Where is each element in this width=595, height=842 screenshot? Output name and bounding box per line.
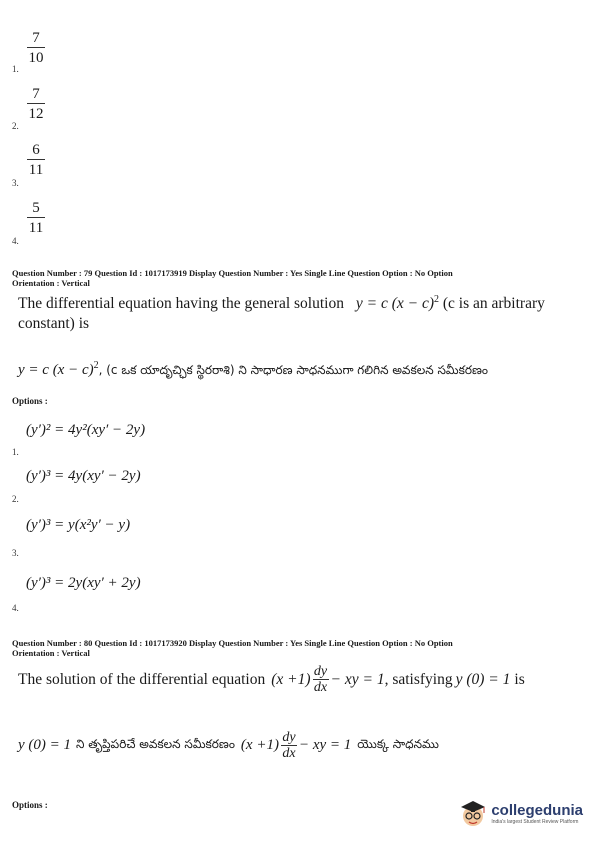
question-orientation: Orientation : Vertical <box>12 648 90 658</box>
question-79-text-telugu: y = c $(x - c)^2$, (c ఒక యాదృచ్ఛిక స్థిరరాశి) ని సాధారణ సాధనముగా గలిగిన అవకలన సమీకరణం <box>18 360 488 378</box>
option-expression: (y′)³ = 4y(xy′ − 2y) <box>26 468 141 484</box>
option-expression: (y′)³ = 2y(xy′ + 2y) <box>26 575 141 591</box>
option-number: 4. <box>12 236 19 246</box>
question-meta-line: Question Number : 80 Question Id : 1017173920 Display Question Number : Yes Single Line Question Option : No Option <box>12 638 453 648</box>
options-label: Options : <box>12 396 48 406</box>
question-80-text-telugu <box>18 730 439 761</box>
collegedunia-logo <box>458 798 583 828</box>
fraction <box>27 142 45 178</box>
equation-lhs: (x +1) <box>240 737 279 753</box>
fraction-numerator: dy <box>282 730 296 745</box>
numerator: 6 <box>32 142 40 158</box>
fraction-denominator: dx <box>282 746 296 761</box>
logo-text <box>491 802 583 825</box>
question-meta-line: Question Number : 79 Question Id : 1017173919 Display Question Number : Yes Single Line Question Option : No Option <box>12 268 453 278</box>
equation-lhs: (x +1) <box>271 670 311 688</box>
numerator: 7 <box>32 86 40 102</box>
option-number: 4. <box>12 603 19 613</box>
fraction-numerator: dy <box>313 664 328 679</box>
fraction-denominator: dx <box>313 680 328 695</box>
question-text-cont: (c is an arbitrary <box>442 295 545 313</box>
numerator: 7 <box>32 30 40 46</box>
fraction-bar <box>27 217 45 218</box>
option-expression: (y′)² = 4y²(xy′ − 2y) <box>26 422 146 438</box>
initial-condition: y (0) = 1 <box>18 737 72 753</box>
option-number: 2. <box>12 494 19 504</box>
logo-tagline: India's largest Student Review Platform <box>491 818 579 825</box>
option-number: 1. <box>12 64 19 74</box>
question-79-meta <box>12 268 453 288</box>
option-number: 3. <box>12 548 19 558</box>
question-text: The solution of the differential equation <box>18 670 266 688</box>
logo-name: collegedunia <box>491 801 583 819</box>
question-text-cont: , satisfying <box>384 670 453 688</box>
option-number: 3. <box>12 178 19 188</box>
graduate-mascot-icon <box>458 798 488 828</box>
fraction <box>27 200 45 236</box>
question-79-text-english: The differential equation having the general solution y = c $(x - c)^2$ (c is an arbitrary constant) is <box>18 294 545 333</box>
option-number: 2. <box>12 121 19 131</box>
denominator: 12 <box>28 106 44 122</box>
fraction-bar <box>27 159 45 160</box>
denominator: 11 <box>28 220 44 236</box>
telugu-question-text: , (c ఒక యాదృచ్ఛిక స్థిరరాశి) ని సాధారణ సాధనముగా గలిగిన అవకలన సమీకరణం <box>98 363 488 377</box>
telugu-question-text-end: యొక్క సాధనము <box>357 737 439 751</box>
solution-equation: y = c (x − c) <box>18 362 94 378</box>
question-80-meta <box>12 638 453 658</box>
option-number: 1. <box>12 447 19 457</box>
numerator: 5 <box>32 200 40 216</box>
equation-rhs: − xy = 1 <box>298 737 352 753</box>
derivative-fraction <box>313 664 329 695</box>
derivative-fraction <box>281 730 297 761</box>
options-label: Options : <box>12 800 48 810</box>
option-expression: (y′)³ = y(x²y′ − y) <box>26 517 131 533</box>
question-orientation: Orientation : Vertical <box>12 278 90 288</box>
denominator: 10 <box>28 50 44 66</box>
question-text-end: constant) is <box>18 315 90 333</box>
fraction-bar <box>27 103 45 104</box>
initial-condition: y (0) = 1 <box>455 670 511 688</box>
question-80-text-english <box>18 664 525 695</box>
equation-rhs: − xy = 1 <box>330 670 385 688</box>
fraction <box>27 30 45 66</box>
question-text: The differential equation having the general solution <box>18 295 344 313</box>
fraction <box>27 86 45 122</box>
solution-equation: y = c (x − c) <box>355 295 434 313</box>
question-text-end: is <box>514 670 525 688</box>
telugu-question-text: ని తృప్తిపరిచే అవకలన సమీకరణం <box>76 737 235 751</box>
denominator: 11 <box>28 162 44 178</box>
fraction-bar <box>27 47 45 48</box>
